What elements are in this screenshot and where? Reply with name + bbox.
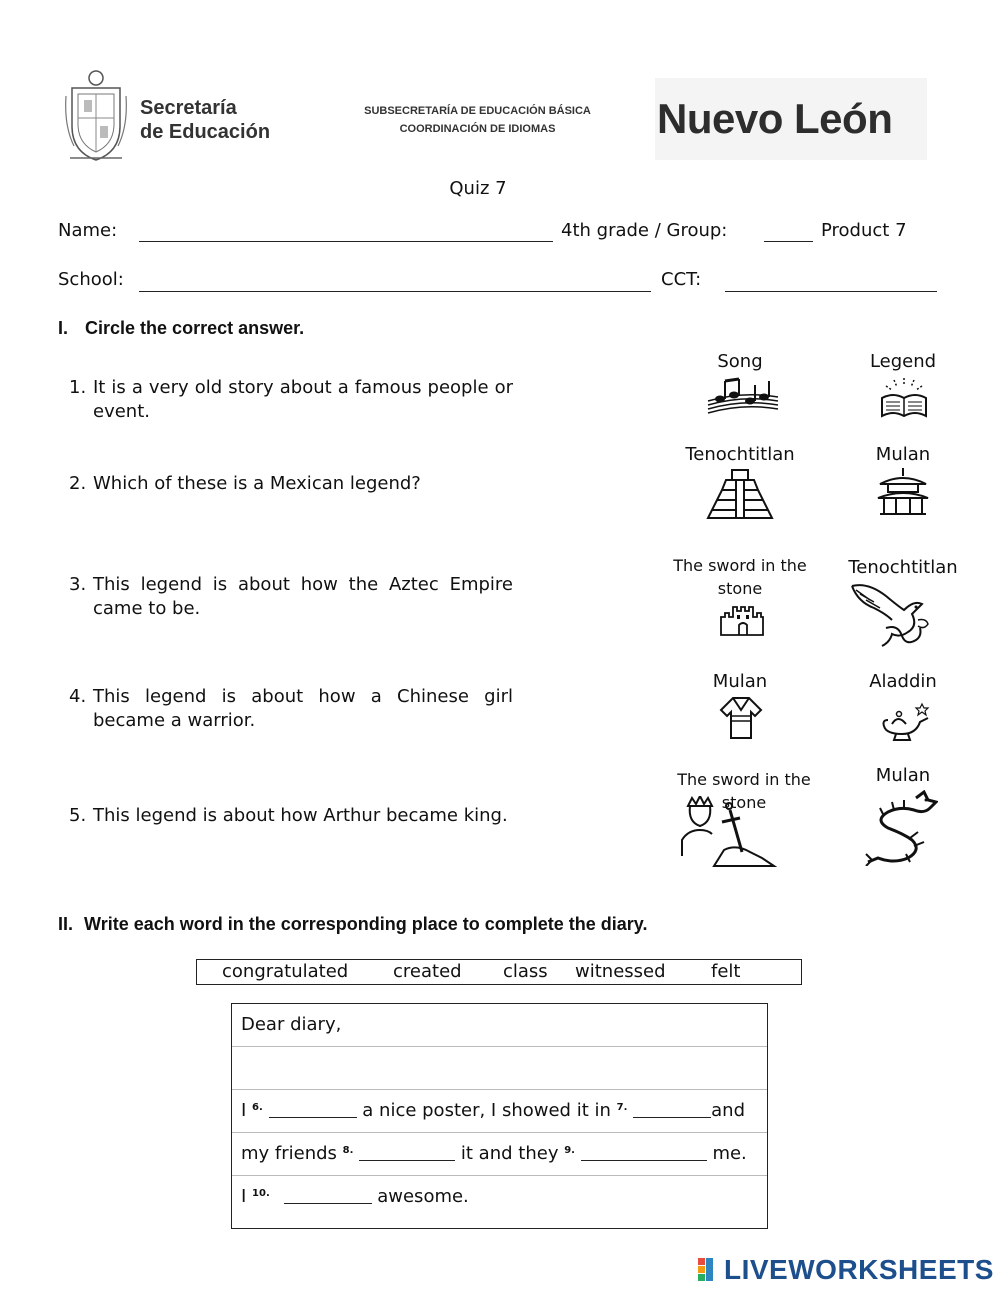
word-bank-item[interactable]: congratulated — [222, 961, 349, 982]
question-2: 2. Which of these is a Mexican legend? — [69, 473, 421, 494]
word-bank — [196, 959, 802, 985]
pagoda-icon — [876, 468, 930, 516]
q4-option-b[interactable]: Aladdin — [869, 671, 937, 692]
q5-option-a[interactable]: The sword in the stone — [677, 770, 811, 812]
music-notes-icon — [706, 377, 780, 417]
king-sword-icon — [678, 796, 778, 870]
question-4: 4. This legend is about how a Chinese girl became a warrior. — [69, 686, 513, 731]
word-bank-item[interactable]: created — [393, 961, 462, 982]
q2-option-a[interactable]: Tenochtitlan — [685, 444, 795, 465]
q4-option-a[interactable]: Mulan — [712, 671, 768, 692]
blank-8[interactable] — [359, 1144, 455, 1161]
secretaria-title: Secretaría de Educación — [140, 97, 271, 143]
eagle-serpent-icon — [846, 580, 932, 650]
liveworksheets-logo-icon — [698, 1258, 722, 1286]
blank-9[interactable] — [581, 1144, 707, 1161]
q1-option-b[interactable]: Legend — [869, 351, 937, 372]
school-field[interactable] — [139, 291, 651, 292]
dragon-icon — [864, 790, 938, 866]
grade-label: 4th grade / Group: — [561, 220, 728, 241]
diary-row: I $^{10.}$ awesome. — [241, 1186, 469, 1207]
cct-field[interactable] — [725, 291, 937, 292]
blank-10[interactable] — [284, 1187, 372, 1204]
diary-row — [232, 1047, 767, 1090]
diary-row: I $^{6.}$ a nice poster, I showed it in $^{7.}$ and — [232, 1090, 767, 1133]
magic-lamp-icon — [876, 700, 932, 742]
name-label: Name: — [58, 220, 118, 241]
word-bank-item[interactable]: felt — [711, 961, 741, 982]
question-1: 1. It is a very old story about a famous people or event. — [69, 377, 513, 422]
name-field[interactable] — [139, 241, 553, 242]
castle-icon — [719, 603, 765, 637]
coat-of-arms-logo — [62, 66, 130, 170]
product-label: Product 7 — [821, 220, 907, 241]
state-name: Nuevo León — [657, 95, 893, 142]
q3-option-b[interactable]: Tenochtitlan — [848, 557, 958, 578]
question-3: 3. This legend is about how the Aztec Empire came to be. — [69, 574, 513, 619]
subsecretaria-heading: SUBSECRETARÍA DE EDUCACIÓN BÁSICA COORDINACIÓN DE IDIOMAS — [364, 105, 591, 135]
blank-7[interactable] — [633, 1101, 711, 1118]
pyramid-icon — [706, 468, 774, 520]
q3-option-a[interactable]: The sword in the stone — [673, 556, 807, 598]
open-book-icon — [878, 374, 930, 420]
cct-label: CCT: — [661, 269, 702, 290]
school-label: School: — [58, 269, 124, 290]
quiz-title: Quiz 7 — [449, 178, 507, 199]
group-field[interactable] — [764, 241, 813, 242]
q2-option-b[interactable]: Mulan — [875, 444, 931, 465]
question-5: 5. This legend is about how Arthur became king. — [69, 805, 508, 826]
section1-heading: I. Circle the correct answer. — [58, 318, 305, 338]
word-bank-item[interactable]: witnessed — [575, 961, 666, 982]
diary-row: my friends $^{8.}$ it and they $^{9.}$ me. — [232, 1133, 767, 1176]
q5-option-b[interactable]: Mulan — [875, 765, 931, 786]
blank-6[interactable] — [269, 1101, 357, 1118]
diary-greeting: Dear diary, — [241, 1014, 342, 1035]
word-bank-item[interactable]: class — [503, 961, 548, 982]
diary-box — [231, 1003, 768, 1229]
q1-option-a[interactable]: Song — [717, 351, 763, 372]
diary-row — [232, 1004, 767, 1047]
kimono-icon — [719, 696, 763, 740]
section2-heading: II. Write each word in the corresponding place to complete the diary. — [58, 914, 648, 934]
liveworksheets-brand[interactable]: LIVEWORKSHEETS — [724, 1254, 994, 1285]
